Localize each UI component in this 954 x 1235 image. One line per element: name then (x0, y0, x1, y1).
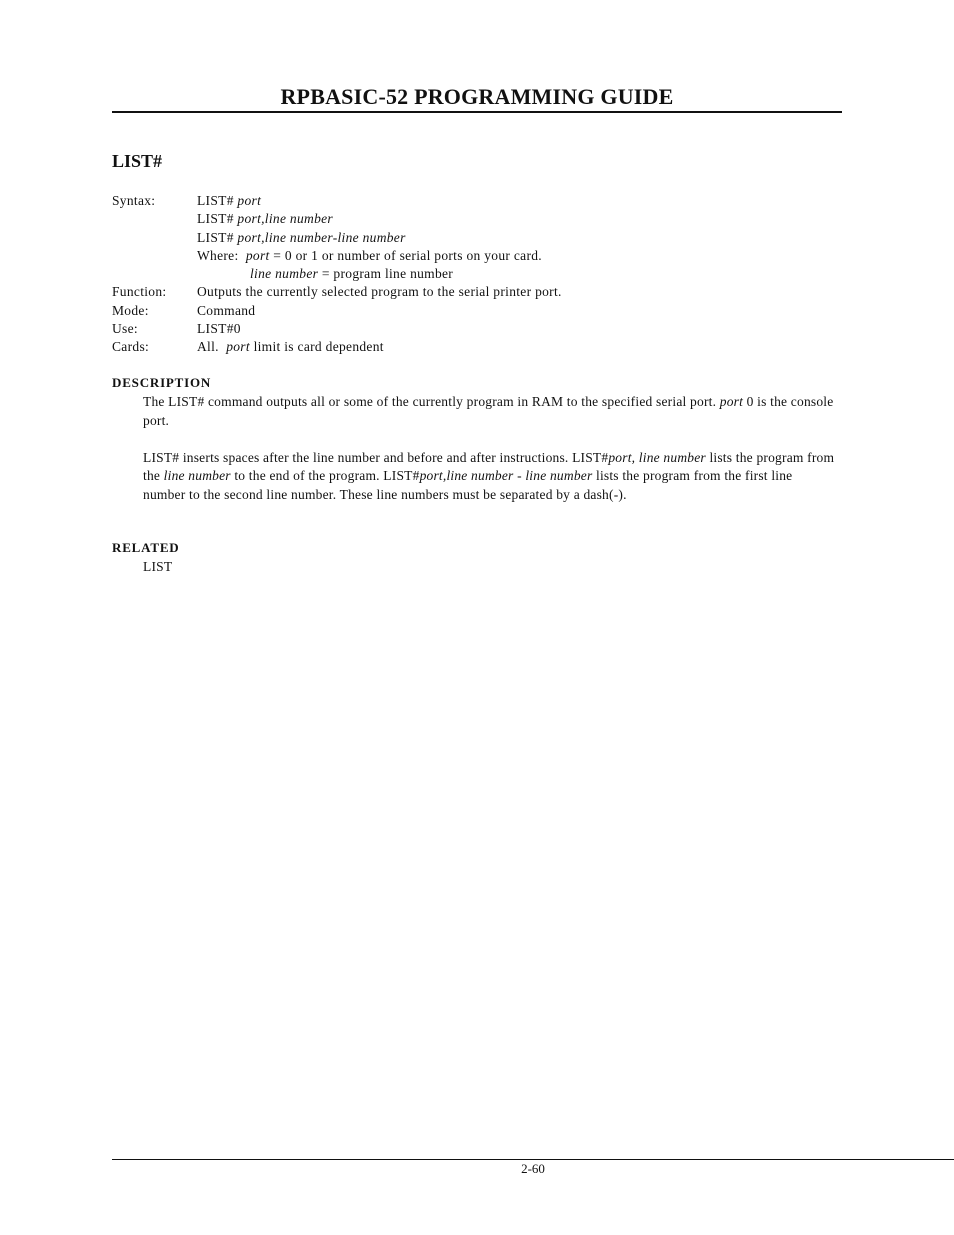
desc-text: lists the program from the first line number to the second line number. These line numbers must be separated by a dash(-). (143, 468, 793, 502)
related-item: LIST (143, 559, 173, 574)
where-term: port (245, 247, 270, 263)
syntax-cmd: LIST# (197, 193, 238, 208)
function-row (112, 283, 562, 301)
desc-text: LIST# inserts spaces after the line number and before and after instructions. LIST# (143, 449, 609, 465)
syntax-cmd: LIST# (197, 211, 238, 227)
header-rule (112, 111, 842, 113)
related-heading: RELATED (112, 540, 180, 555)
syntax-value-1 (197, 192, 261, 210)
function-value: Outputs the currently selected program to the serial printer port. (197, 284, 562, 300)
footer-rule (112, 1159, 954, 1160)
syntax-arg: port,line number (237, 211, 333, 227)
syntax-value-2 (197, 210, 333, 228)
cards-text: All. (197, 339, 227, 355)
syntax-row-3 (112, 229, 562, 247)
syntax-arg: port (237, 193, 262, 208)
description-paragraph (143, 393, 838, 430)
use-value: LIST#0 (197, 321, 241, 337)
syntax-value-3 (197, 229, 406, 247)
syntax-arg: port,line number-line number (237, 229, 406, 245)
mode-value: Command (197, 302, 256, 318)
cards-term: port (226, 339, 250, 355)
mode-row (112, 302, 562, 320)
desc-term: port, line number (608, 449, 706, 465)
related-list (143, 558, 838, 577)
desc-term: port (719, 394, 744, 409)
desc-text: to the end of the program. LIST# (230, 468, 420, 483)
cards-value (197, 338, 384, 356)
description-body (143, 393, 838, 504)
command-fields (112, 192, 562, 357)
where-term: line number (250, 266, 319, 282)
page-header-title: RPBASIC-52 PROGRAMMING GUIDE (280, 84, 674, 109)
where-def: = program line number (318, 266, 454, 282)
where-row-2 (112, 265, 562, 283)
section-title: LIST# (112, 151, 163, 171)
function-label: Function: (112, 284, 167, 300)
desc-text: lists the program from the (143, 449, 835, 483)
empty-label (112, 210, 197, 228)
cards-text: limit is card dependent (249, 339, 384, 355)
use-label: Use: (112, 321, 138, 337)
page-number: 2-60 (521, 1161, 545, 1176)
use-row (112, 320, 562, 338)
where-value-2 (197, 265, 453, 283)
empty-label (112, 247, 197, 265)
syntax-row-2 (112, 210, 562, 228)
where-row-1 (112, 247, 562, 265)
where-value-1 (197, 247, 542, 265)
desc-term: port,line number - line number (419, 468, 593, 483)
syntax-row (112, 192, 562, 210)
cards-label: Cards: (112, 339, 150, 355)
desc-term: line number (163, 468, 231, 483)
mode-label: Mode: (112, 302, 149, 318)
desc-text: The LIST# command outputs all or some of the currently program in RAM to the specified serial port. (143, 394, 720, 409)
empty-label (112, 229, 197, 247)
description-paragraph (143, 449, 838, 505)
description-heading: DESCRIPTION (112, 375, 212, 390)
empty-label (112, 265, 197, 283)
where-label: Where: (197, 247, 246, 263)
syntax-label: Syntax: (112, 193, 156, 208)
cards-row (112, 338, 562, 356)
desc-text: 0 is the console port. (143, 394, 834, 428)
where-def: = 0 or 1 or number of serial ports on your card. (269, 247, 542, 263)
syntax-cmd: LIST# (197, 229, 238, 245)
